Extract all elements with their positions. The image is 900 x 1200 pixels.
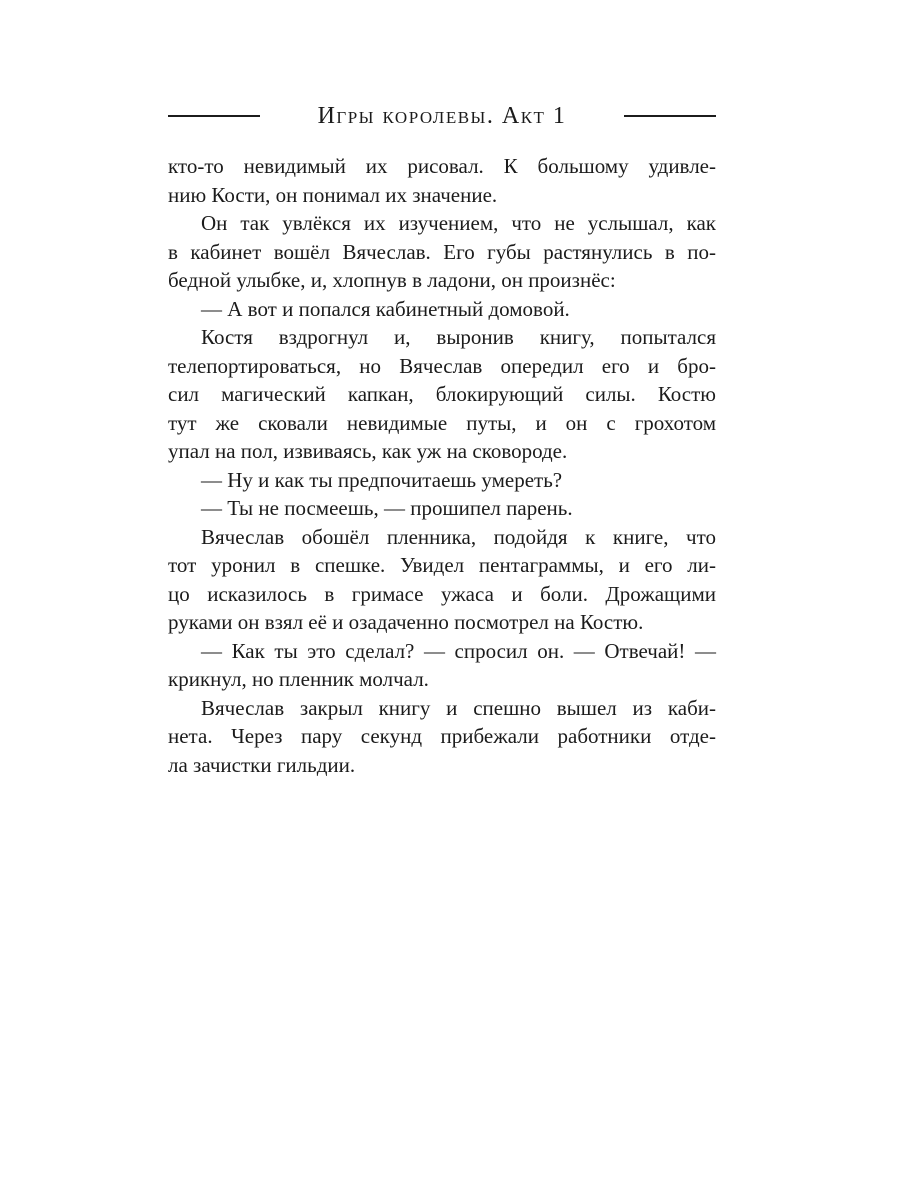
text-line: — Как ты это сделал? — спросил он. — Отвечай! — [201, 638, 716, 663]
paragraph [168, 209, 716, 295]
text-line: Костя вздрогнул и, выронив книгу, попытался [201, 325, 716, 349]
paragraph [168, 637, 716, 694]
page-header-title: Игры королевы. Акт 1 [317, 103, 567, 129]
body-text [168, 152, 716, 779]
text-line: Он так увлёкся их изучением, что не услышал, как [201, 211, 716, 235]
text-line: тут же сковали невидимые путы, и он с грохотом [168, 410, 716, 435]
text-line: сил магический капкан, блокирующий силы. Костю [168, 382, 716, 406]
running-header [168, 101, 716, 131]
text-line: крикнул, но пленник молчал. [168, 667, 429, 691]
text-line: нию Кости, он понимал их значение. [168, 182, 498, 207]
paragraph [168, 152, 716, 209]
text-line: тот уронил в спешке. Увидел пентаграммы, и его ли- [168, 553, 716, 577]
text-line: ла зачистки гильдии. [168, 752, 356, 777]
paragraph [168, 466, 716, 495]
text-line: — Ты не посмеешь, — прошипел парень. [201, 496, 573, 520]
text-line: телепортироваться, но Вячеслав опередил его и бро- [168, 353, 716, 378]
text-line: Вячеслав обошёл пленника, подойдя к книге, что [201, 524, 716, 549]
text-line: упал на пол, извиваясь, как уж на сковороде. [168, 439, 568, 463]
paragraph [168, 494, 716, 523]
header-rule-right [624, 115, 716, 117]
paragraph [168, 694, 716, 780]
paragraph [168, 523, 716, 637]
text-line: нета. Через пару секунд прибежали работники отде- [168, 724, 716, 748]
text-line: кто-то невидимый их рисовал. К большому удивле- [168, 154, 716, 178]
paragraph [168, 323, 716, 466]
text-line: бедной улыбке, и, хлопнув в ладони, он произнёс: [168, 268, 616, 292]
text-line: — Ну и как ты предпочитаешь умереть? [201, 467, 563, 492]
header-rule-left [168, 115, 260, 117]
text-line: цо исказилось в гримасе ужаса и боли. Дрожащими [168, 581, 716, 606]
paragraph [168, 295, 716, 324]
text-line: в кабинет вошёл Вячеслав. Его губы растянулись в по- [168, 239, 716, 264]
text-line: — А вот и попался кабинетный домовой. [201, 296, 570, 321]
text-line: руками он взял её и озадаченно посмотрел на Костю. [168, 610, 644, 634]
text-line: Вячеслав закрыл книгу и спешно вышел из каби- [201, 695, 716, 720]
